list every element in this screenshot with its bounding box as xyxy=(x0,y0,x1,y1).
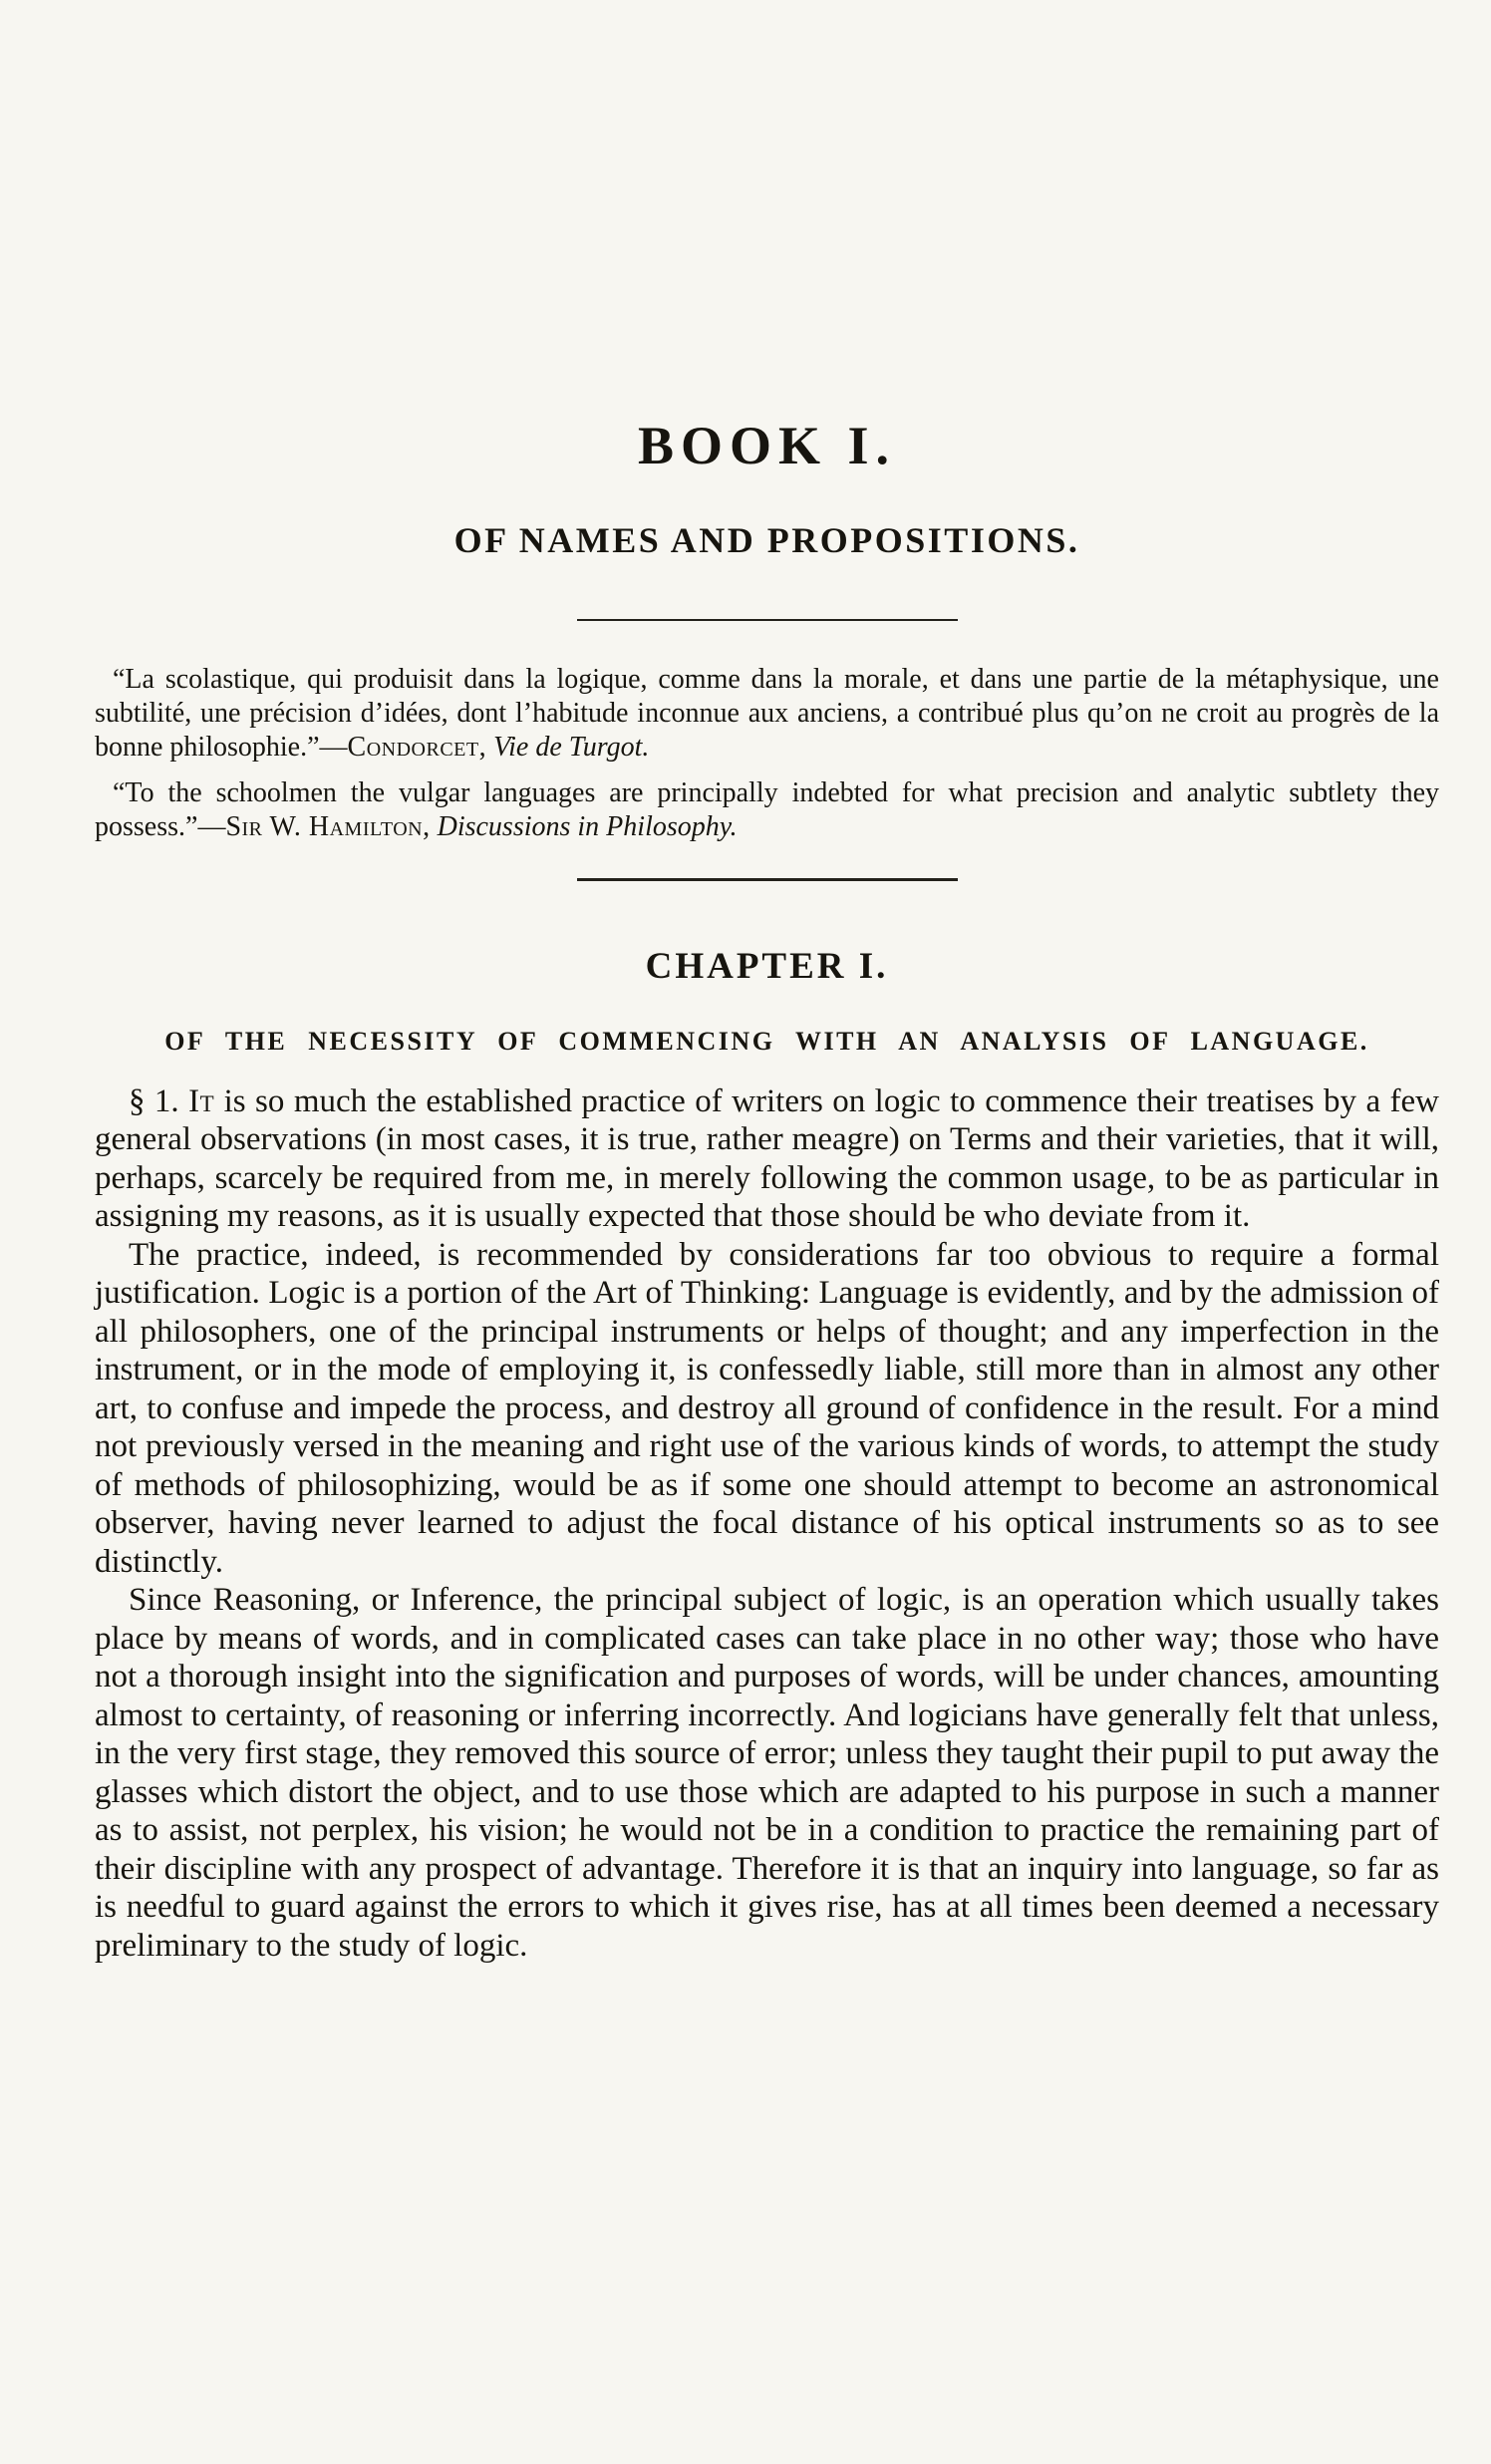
chapter-title: CHAPTER I. xyxy=(645,945,889,987)
epigraph-work-title: Vie de Turgot. xyxy=(486,732,650,764)
epigraph-hamilton xyxy=(95,776,1439,844)
epigraph-text: “To the schoolmen the vulgar languages are principally indebted for what precision and analytic subtlety they possess.”— xyxy=(95,777,1439,843)
paragraph-text: The practice, indeed, is recommended by considerations far too obvious to require a formal justification. Logic is a portion of the Art of Thinking: Language is evidently, and by the admission of all philosophers, one of the principal instruments or helps of thought; and any imperfection in the instrument, or in the mode of employing it, is confessedly liable, still more than in almost any other art, to confuse and impede the process, and destroy all ground of confidence in the result. For a mind not previously versed in the meaning and right use of the various kinds of words, to attempt the study of methods of philosophizing, would be as if some one should attempt to become an astronomical observer, having never learned to adjust the focal distance of his optical instruments so as to see distinctly. xyxy=(95,1236,1439,1580)
epigraph-author: Sir W. Hamilton, xyxy=(225,811,431,843)
book-title: BOOK I. xyxy=(637,416,897,475)
lead-word: It xyxy=(188,1082,215,1119)
paragraph-3 xyxy=(95,1581,1439,1965)
divider-rule-bottom xyxy=(577,878,958,881)
epigraph-author: Condorcet, xyxy=(347,732,487,764)
paragraph-2 xyxy=(95,1236,1439,1582)
paragraph-text: is so much the established practice of writers on logic to commence their treatises by a few general observations (in most cases, it is true, rather meagre) on Terms and their varieties, that it will, perhaps, scarcely be required from me, in merely following the common usage, to be as particular in assigning my reasons, as it is usually expected that those should be who deviate from it. xyxy=(95,1082,1439,1235)
paragraph-text: Since Reasoning, or Inference, the principal subject of logic, is an operation which usually takes place by means of words, and in complicated cases can take place in no other way; those who have not a thorough insight into the signification and purposes of words, will be under chances, amounting almost to certainty, of reasoning or inferring incorrectly. And logicians have generally felt that unless, in the very first stage, they removed this source of error; unless they taught their pupil to put away the glasses which distort the object, and to use those which are adapted to his purpose in such a manner as to assist, not perplex, his vision; he would not be in a condition to practice the remaining part of their discipline with any prospect of advantage. Therefore it is that an inquiry into language, so far as is needful to guard against the errors to which it gives rise, has at all times been deemed a necessary preliminary to the study of logic. xyxy=(95,1582,1439,1964)
divider-rule-top xyxy=(577,619,958,622)
epigraph-condorcet xyxy=(95,663,1439,765)
section-marker: § 1. xyxy=(129,1082,189,1119)
chapter-subtitle: OF THE NECESSITY OF COMMENCING WITH AN ANALYSIS OF LANGUAGE. xyxy=(164,1026,1369,1056)
epigraph-work-title: Discussions in Philosophy. xyxy=(430,811,738,843)
paragraph-1 xyxy=(95,1082,1439,1236)
epigraph-text: “La scolastique, qui produisit dans la logique, comme dans la morale, et dans une partie de la métaphysique, une subtilité, une précision d’idées, dont l’habitude inconnue aux anciens, a contribué plus qu’on ne croit au progrès de la bonne philosophie.”— xyxy=(95,664,1439,764)
book-subtitle: OF NAMES AND PROPOSITIONS. xyxy=(453,520,1080,561)
